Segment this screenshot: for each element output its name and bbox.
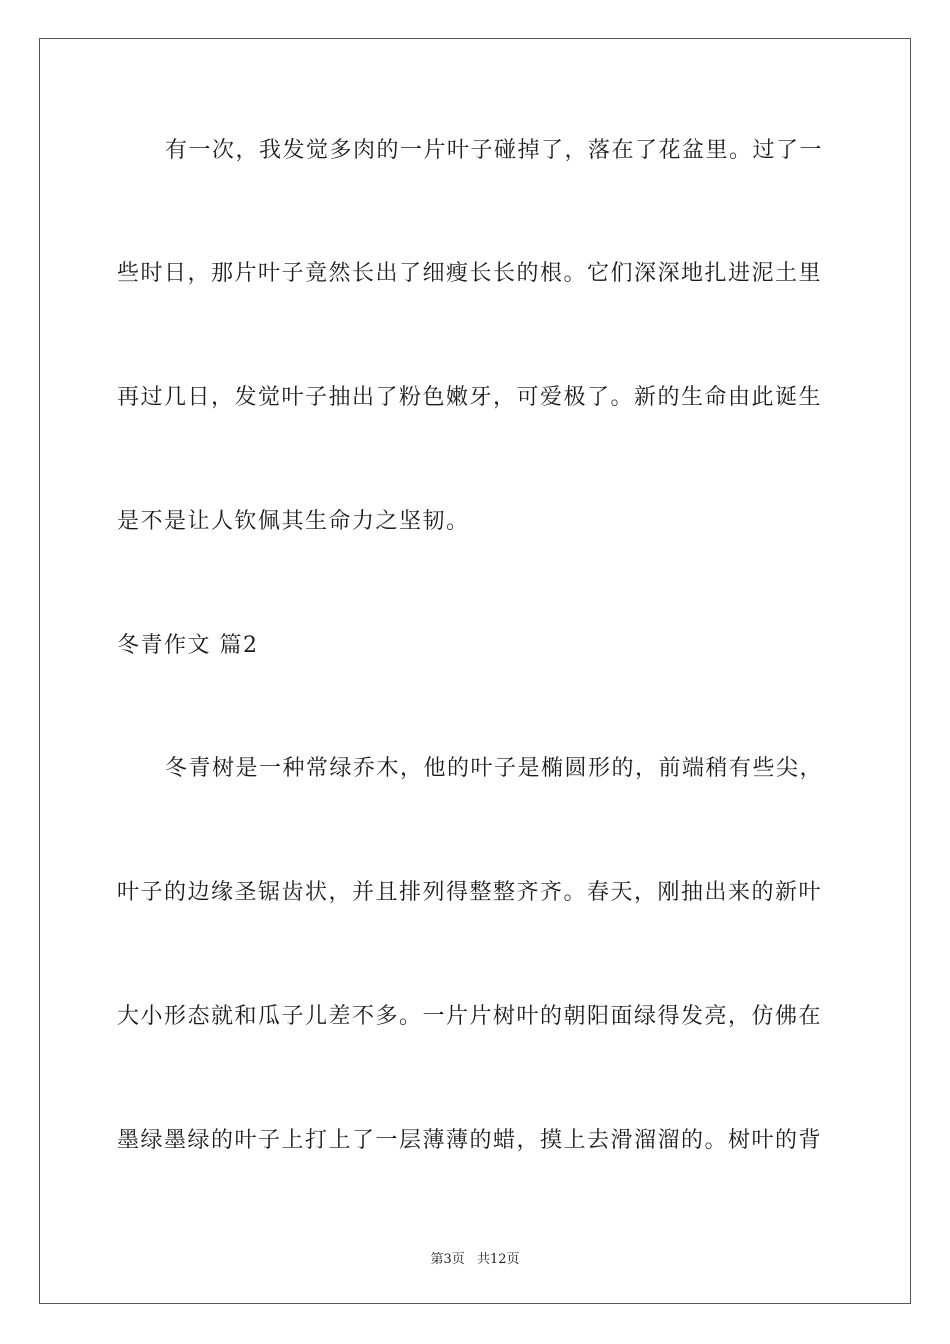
paragraph-line-6: 叶子的边缘圣锯齿状，并且排列得整整齐齐。春天，刚抽出来的新叶 [117,880,823,905]
section-heading: 冬青作文 篇2 [117,633,259,658]
paragraph-line-2: 些时日，那片叶子竟然长出了细瘦长长的根。它们深深地扎进泥土里 [117,261,823,286]
page-total: 共12页 [476,1252,520,1267]
paragraph-line-1: 有一次，我发觉多肉的一片叶子碰掉了，落在了花盆里。过了一 [165,138,824,163]
paragraph-line-4: 是不是让人钦佩其生命力之坚韧。 [117,509,470,534]
paragraph-line-5: 冬青树是一种常绿乔木，他的叶子是椭圆形的，前端稍有些尖， [165,756,824,781]
paragraph-line-8: 墨绿墨绿的叶子上打上了一层薄薄的蜡，摸上去滑溜溜的。树叶的背 [117,1128,823,1153]
page-frame [39,38,911,1304]
paragraph-line-3: 再过几日，发觉叶子抽出了粉色嫩牙，可爱极了。新的生命由此诞生 [117,385,823,410]
paragraph-line-7: 大小形态就和瓜子儿差不多。一片片树叶的朝阳面绿得发亮，仿佛在 [117,1004,823,1029]
page-footer [0,1248,950,1267]
page-number: 第3页 [430,1252,465,1267]
